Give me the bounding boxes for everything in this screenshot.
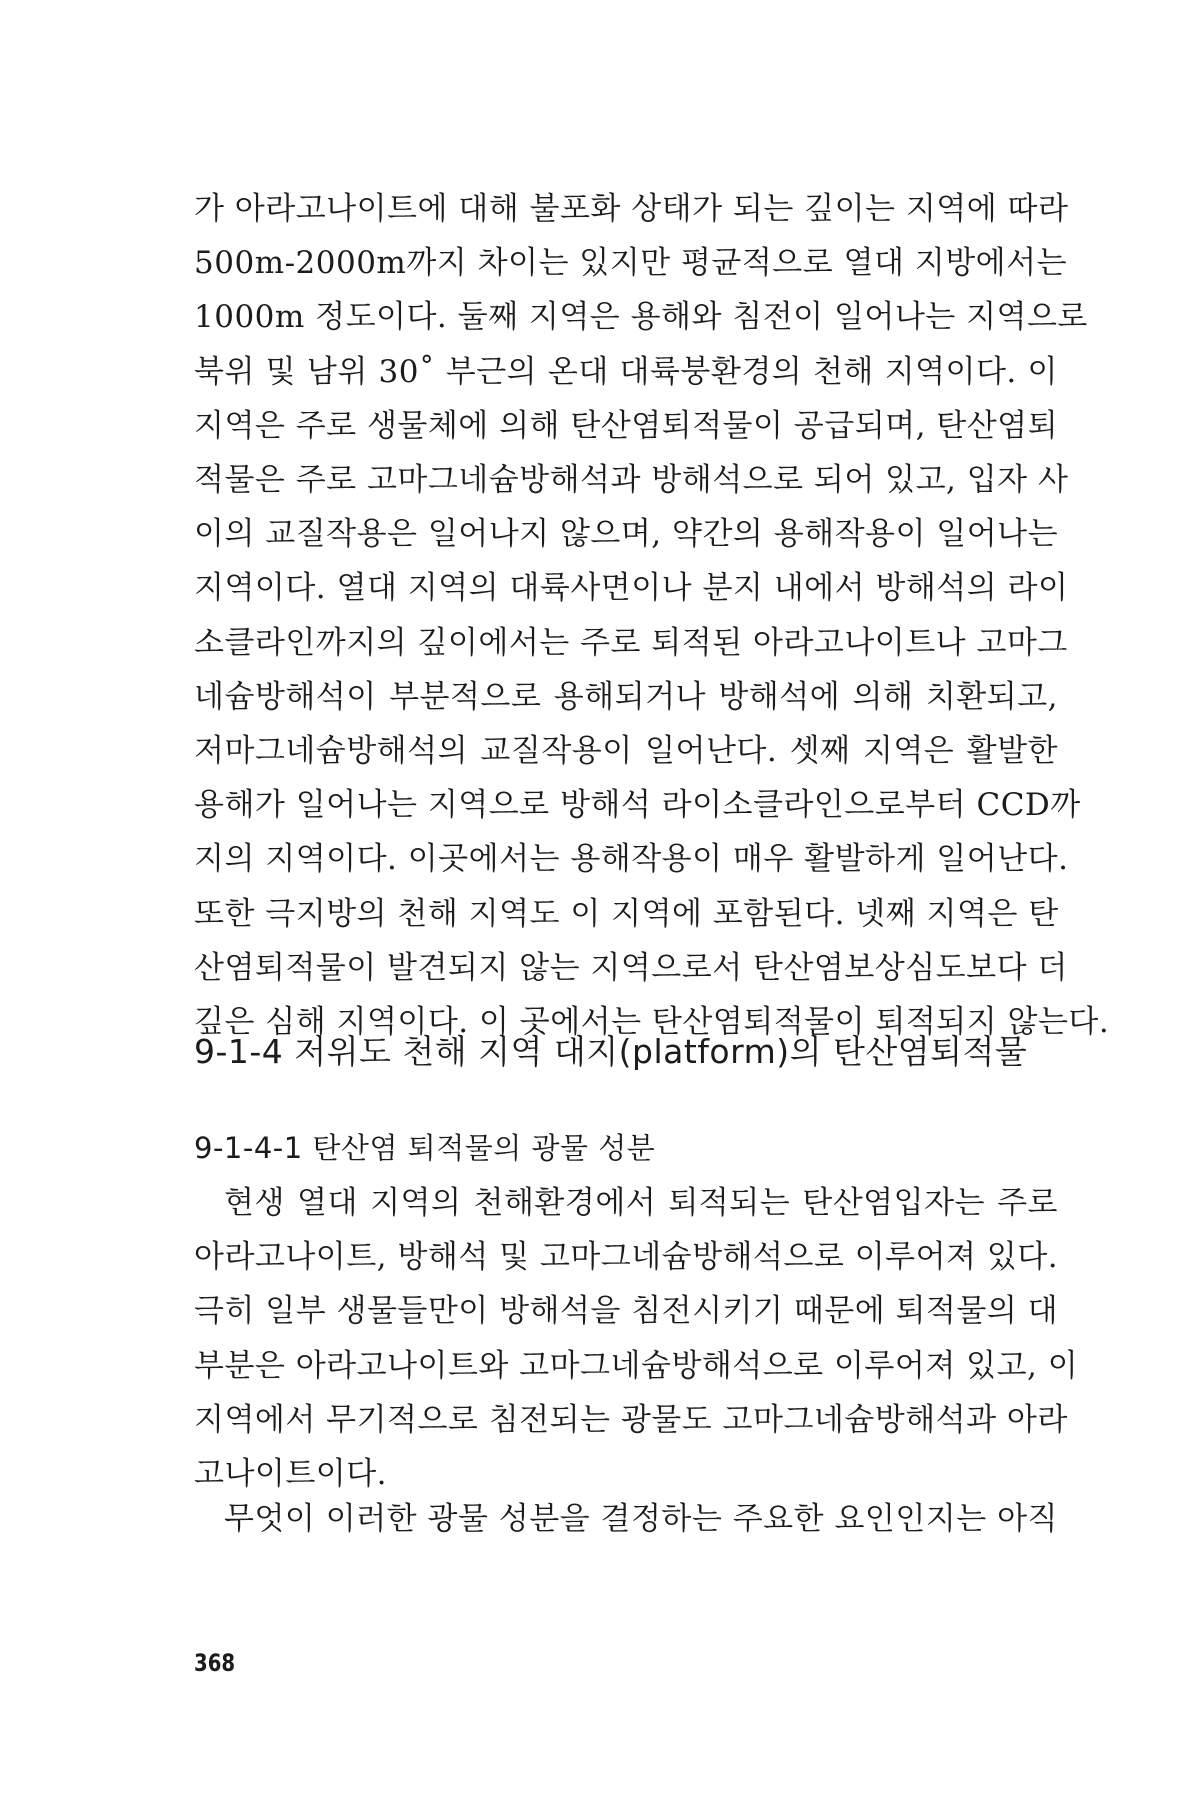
body-paragraph-3: [194, 1492, 1058, 1546]
body-paragraph-2: [194, 1176, 1079, 1501]
text-line: 지역은 주로 생물체에 의해 탄산염퇴적물이 공급되며, 탄산염퇴: [194, 407, 1059, 444]
text-line: 소클라인까지의 깊이에서는 주로 퇴적된 아라고나이트나 고마그: [194, 624, 1068, 661]
text-line: 지의 지역이다. 이곳에서는 용해작용이 매우 활발하게 일어난다.: [194, 841, 1069, 878]
text-line: 네슘방해석이 부분적으로 용해되거나 방해석에 의해 치환되고,: [194, 678, 1058, 715]
text-line: 무엇이 이러한 광물 성분을 결정하는 주요한 요인인지는 아직: [224, 1501, 1058, 1537]
text-line: 극히 일부 생물들만이 방해석을 침전시키기 때문에 퇴적물의 대: [194, 1293, 1059, 1330]
text-line: 아라고나이트, 방해석 및 고마그네슘방해석으로 이루어져 있다.: [194, 1239, 1059, 1276]
text-line: 이의 교질작용은 일어나지 않으며, 약간의 용해작용이 일어나는: [194, 516, 1059, 553]
text-line: 용해가 일어나는 지역으로 방해석 라이소클라인으로부터 CCD까: [194, 787, 1081, 824]
text-line: 북위 및 남위 30˚ 부근의 온대 대륙붕환경의 천해 지역이다. 이: [194, 353, 1058, 390]
body-paragraph-1: [194, 182, 1110, 1049]
text-line: 산염퇴적물이 발견되지 않는 지역으로서 탄산염보상심도보다 더: [194, 949, 1068, 986]
text-line: 가 아라고나이트에 대해 불포화 상태가 되는 깊이는 지역에 따라: [194, 191, 1069, 227]
text-line: 부분은 아라고나이트와 고마그네슘방해석으로 이루어져 있고, 이: [194, 1347, 1079, 1384]
text-line: 또한 극지방의 천해 지역도 이 지역에 포함된다. 넷째 지역은 탄: [194, 895, 1059, 932]
text-line: 고나이트이다.: [194, 1456, 388, 1493]
text-line: 500m-2000m까지 차이는 있지만 평균적으로 열대 지방에서는: [194, 245, 1068, 282]
section-heading: 9-1-4 저위도 천해 지역 대지(platform)의 탄산염퇴적물: [194, 1032, 1028, 1071]
text-line: 지역에서 무기적으로 침전되는 광물도 고마그네슘방해석과 아라: [194, 1401, 1068, 1438]
page-number: 368: [194, 1649, 236, 1677]
text-line: 저마그네슘방해석의 교질작용이 일어난다. 셋째 지역은 활발한: [194, 733, 1058, 770]
text-line: 깊은 심해 지역이다. 이 곳에서는 탄산염퇴적물이 퇴적되지 않는다.: [194, 1004, 1110, 1041]
text-line: 현생 열대 지역의 천해환경에서 퇴적되는 탄산염입자는 주로: [224, 1185, 1058, 1221]
subsection-heading: 9-1-4-1 탄산염 퇴적물의 광물 성분: [194, 1131, 656, 1165]
text-line: 지역이다. 열대 지역의 대륙사면이나 분지 내에서 방해석의 라이: [194, 570, 1069, 607]
text-line: 1000m 정도이다. 둘째 지역은 용해와 침전이 일어나는 지역으로: [194, 299, 1088, 336]
text-line: 적물은 주로 고마그네슘방해석과 방해석으로 되어 있고, 입자 사: [194, 462, 1069, 499]
